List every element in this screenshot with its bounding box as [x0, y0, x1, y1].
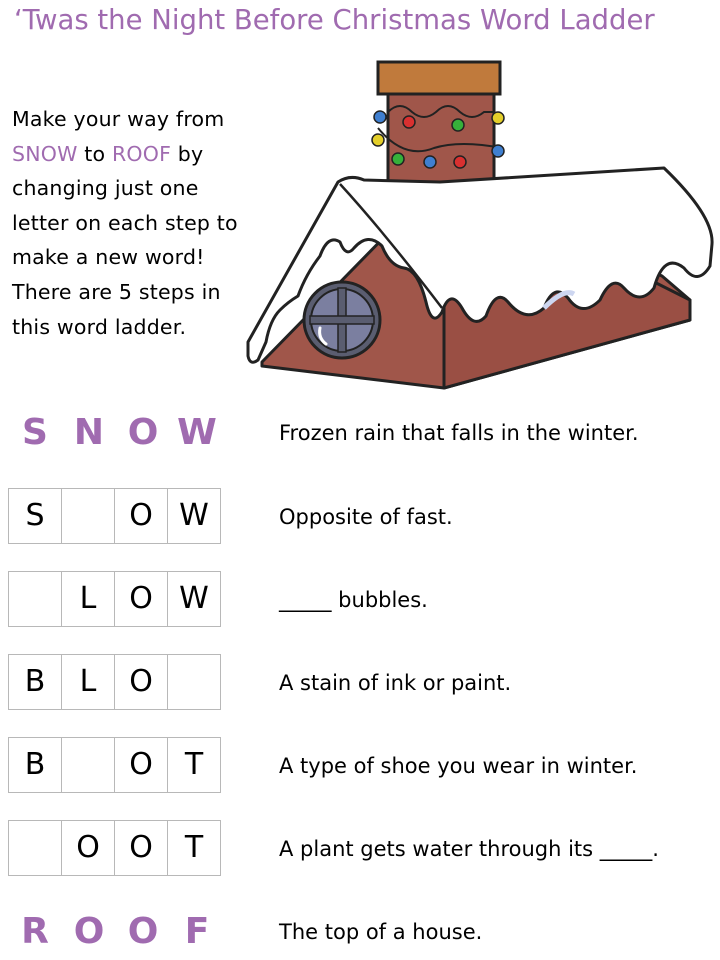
- letter-box[interactable]: L: [61, 571, 115, 627]
- start-clue: Frozen rain that falls in the winter.: [279, 421, 639, 445]
- letter-box[interactable]: B: [8, 737, 62, 793]
- letter-box[interactable]: [167, 654, 221, 710]
- instructions-line: letter on each step to: [12, 210, 238, 235]
- letter-box[interactable]: S: [8, 488, 62, 544]
- step-4-clue: A type of shoe you wear in winter.: [279, 754, 638, 778]
- letter-box[interactable]: T: [167, 737, 221, 793]
- worksheet-title: ‘Twas the Night Before Christmas Word Ladder: [14, 4, 655, 36]
- letter-box[interactable]: [61, 488, 115, 544]
- start-word: [8, 408, 224, 458]
- letter-box[interactable]: [61, 737, 115, 793]
- instructions-line: Make your way from: [12, 107, 225, 131]
- instructions-line: There are 5 steps in: [12, 279, 221, 304]
- house-roof-illustration: [244, 56, 720, 396]
- letter-box[interactable]: [8, 820, 62, 876]
- letter-box[interactable]: O: [114, 820, 168, 876]
- letter-box[interactable]: O: [114, 488, 168, 544]
- end-letter: R: [21, 911, 49, 952]
- letter-box[interactable]: L: [61, 654, 115, 710]
- letter-box[interactable]: [8, 571, 62, 627]
- instructions: [12, 102, 262, 344]
- letter-box[interactable]: O: [114, 654, 168, 710]
- start-letter: O: [127, 412, 159, 453]
- letter-box[interactable]: O: [114, 571, 168, 627]
- chimney: [372, 62, 504, 198]
- step-5-clue: A plant gets water through its _____.: [279, 837, 659, 861]
- instructions-text: to: [77, 141, 112, 166]
- end-clue: The top of a house.: [279, 920, 483, 944]
- instructions-line: this word ladder.: [12, 314, 187, 339]
- start-letter: S: [22, 412, 48, 453]
- ladder-step-4: [8, 737, 224, 793]
- instructions-line: [12, 137, 262, 172]
- letter-box[interactable]: O: [114, 737, 168, 793]
- end-word: [8, 907, 224, 957]
- letter-box[interactable]: W: [167, 571, 221, 627]
- end-word-highlight: ROOF: [111, 141, 172, 166]
- letter-box[interactable]: B: [8, 654, 62, 710]
- start-letter: N: [73, 412, 105, 453]
- end-letter: O: [127, 911, 159, 952]
- end-letter: F: [184, 911, 210, 952]
- step-2-clue: _____ bubbles.: [279, 588, 428, 612]
- instructions-text: by: [171, 141, 204, 166]
- ladder-step-3: [8, 654, 224, 710]
- letter-box[interactable]: W: [167, 488, 221, 544]
- letter-box[interactable]: O: [61, 820, 115, 876]
- ladder-step-5: [8, 820, 224, 876]
- ladder-step-2: [8, 571, 224, 627]
- ladder-step-1: [8, 488, 224, 544]
- step-1-clue: Opposite of fast.: [279, 505, 453, 529]
- letter-box[interactable]: T: [167, 820, 221, 876]
- start-letter: W: [177, 412, 217, 453]
- instructions-line: make a new word!: [12, 245, 205, 270]
- start-word-highlight: SNOW: [12, 141, 78, 166]
- end-letter: O: [73, 911, 105, 952]
- round-window: [304, 282, 380, 358]
- step-3-clue: A stain of ink or paint.: [279, 671, 512, 695]
- instructions-line: changing just one: [12, 176, 199, 201]
